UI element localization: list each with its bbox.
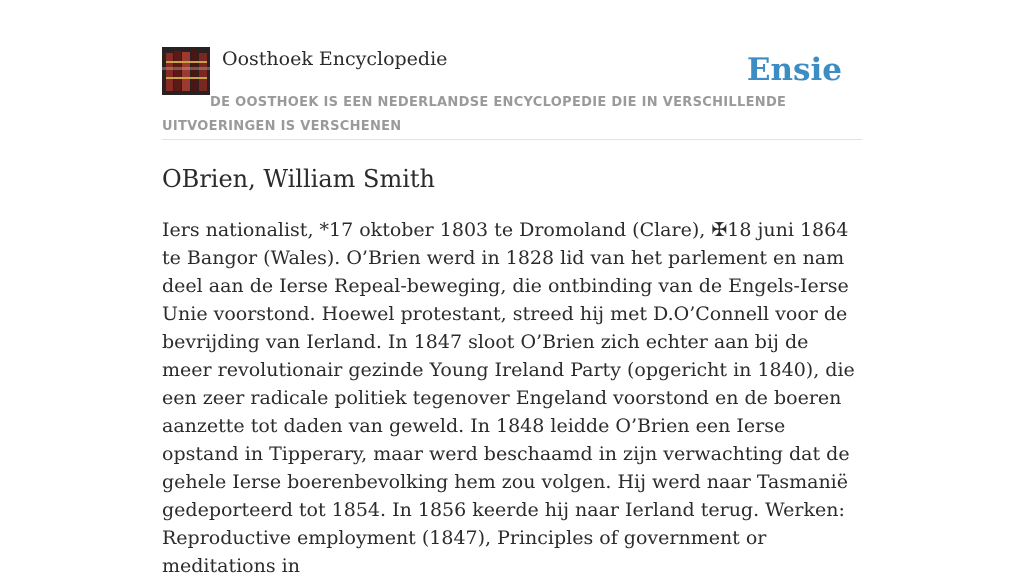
article-body: Iers nationalist, *17 oktober 1803 te Dromoland (Clare), ✠18 juni 1864 te Bangor (Wales). O’Brien werd in 1828 lid van het parlement en nam deel aan de Ierse Repeal-beweging, die ontbinding van de Engels-Ierse Unie voorstond. Hoewel protestant, streed hij met D.O’Connell voor de bevrijding van Ierland. In 1847 sloot O’Brien zich echter aan bij de meer revolutionair gezinde Young Ireland Party (opgericht in 1840), die een zeer radicale politiek tegenover Engeland voorstond en de boeren aanzette tot daden van geweld. In 1848 leidde O’Brien een Ierse opstand in Tipperary, maar werd beschaamd in zijn verwachting dat de gehele Ierse boerenbevolking hem zou volgen. Hij werd naar Tasmanië gedeporteerd tot 1854. In 1856 keerde hij naar Ierland terug. Werken: Reproductive employment (1847), Principles of government or meditations in bbox=[162, 219, 855, 577]
book-spines-avatar[interactable] bbox=[162, 47, 210, 95]
book-spines-icon bbox=[162, 47, 210, 95]
site-tagline: DE OOSTHOEK IS EEN NEDERLANDSE ENCYCLOPEDIE DIE IN VERSCHILLENDE UITVOERINGEN IS VERSCHENEN bbox=[162, 95, 787, 134]
ensie-logo-link[interactable]: Ensie bbox=[746, 52, 842, 88]
site-title[interactable]: Oosthoek Encyclopedie bbox=[222, 48, 448, 70]
site-header bbox=[162, 46, 862, 140]
article-title: OBrien, William Smith bbox=[162, 165, 435, 193]
